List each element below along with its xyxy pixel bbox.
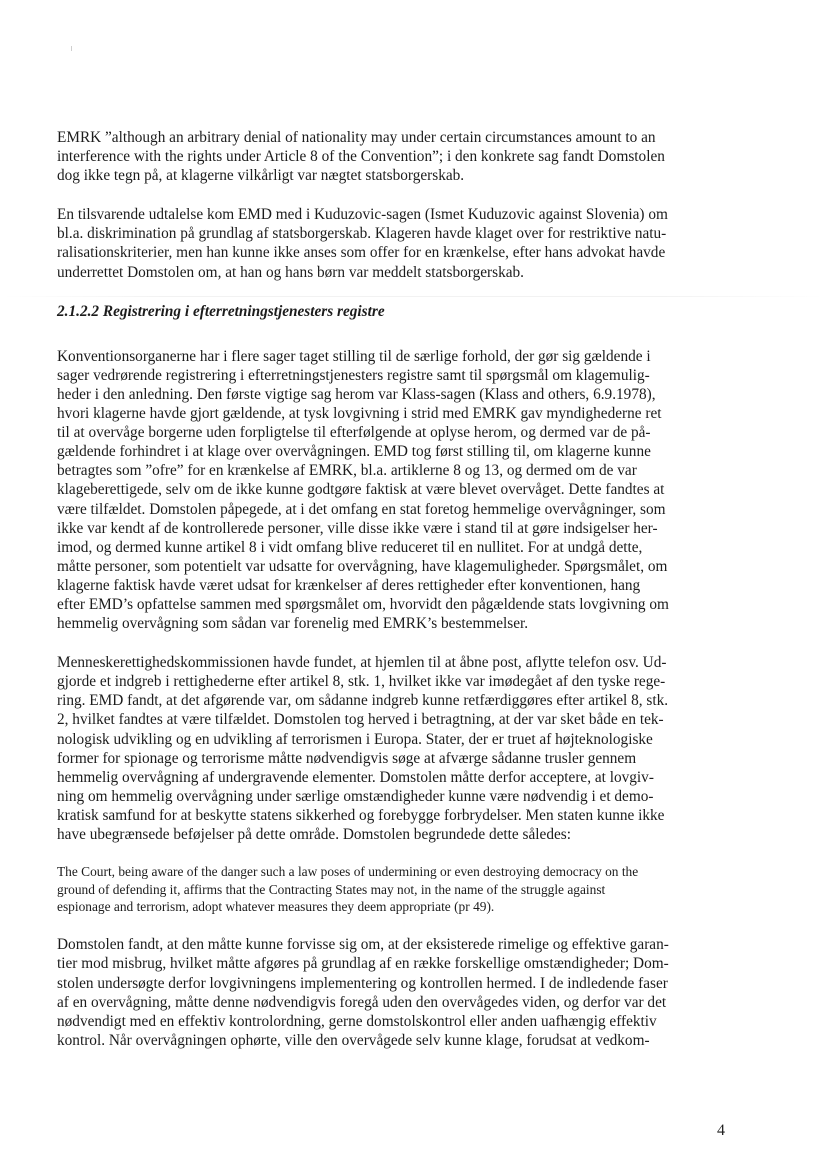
text-line: klageberettigede, selv om de ikke kunne godtgøre faktisk at være blevet overvåget. Dette fandtes at: [57, 481, 665, 499]
scan-artifact: [71, 46, 72, 51]
text-line: hemmelig overvågning af undergravende elementer. Domstolen måtte derfor acceptere, at lovgiv-: [57, 768, 654, 786]
quote-line: espionage and terrorism, adopt whatever measures they deem appropriate (pr 49).: [57, 898, 495, 914]
text-line: ring. EMD fandt, at det afgørende var, om sådanne indgreb kunne retfærdiggøres efter artikel 8, stk.: [57, 692, 669, 710]
text-line: Menneskerettighedskommissionen havde fundet, at hjemlen til at åbne post, aflytte telefon osv. Ud-: [57, 654, 667, 672]
text-line: En tilsvarende udtalelse kom EMD med i Kuduzovic-sagen (Ismet Kuduzovic against Slovenia) om: [57, 206, 668, 224]
court-quote: [57, 863, 733, 915]
text-line: underrettet Domstolen om, at han og hans børn var meddelt statsborgerskab.: [57, 263, 525, 281]
text-line: EMRK ”although an arbitrary denial of nationality may under certain circumstances amount to an: [57, 129, 656, 146]
intro-paragraph-2: [57, 205, 733, 281]
body-paragraph-1: [57, 347, 733, 633]
text-line: stolen undersøgte derfor lovgivningens implementering og kontrollen hermed. I de indledende faser: [57, 974, 668, 992]
text-line: gældende forhindret i at klage over overvågningen. EMD tog først stilling til, om klagerne kunne: [57, 443, 651, 461]
body-paragraph-2: [57, 653, 733, 844]
page-content: [57, 128, 733, 1050]
text-line: bl.a. diskrimination på grundlag af statsborgerskab. Klageren havde klaget over for restriktive natu-: [57, 225, 667, 243]
quote-line: ground of defending it, affirms that the Contracting States may not, in the name of the struggle against: [57, 881, 606, 897]
text-line: ning om hemmelig overvågning under særlige omstændigheder kunne være nødvendig i et demo-: [57, 787, 654, 805]
text-line: være tilfældet. Domstolen påpegede, at i det omfang en stat foretog hemmelige overvågninger, som: [57, 500, 666, 518]
text-line: heder i den anledning. Den første vigtige sag herom var Klass-sagen (Klass and others, 6.9.1978),: [57, 385, 656, 403]
text-line: til at overvåge borgerne uden forpligtelse til efterfølgende at oplyse herom, og dermed var de på-: [57, 424, 651, 442]
text-line: sager vedrørende registrering i efterretningstjenesters registre samt til spørgsmål om klagemulig-: [57, 366, 650, 384]
text-line: ralisationskriterier, men han kunne ikke anses som offer for en krænkelse, efter hans advokat havde: [57, 244, 666, 262]
quote-line: The Court, being aware of the danger such a law poses of undermining or even destroying democracy on the: [57, 864, 639, 880]
section-heading: 2.1.2.2 Registrering i efterretningstjenesters registre: [57, 302, 385, 320]
text-line: kratisk samfund for at beskytte statens sikkerhed og forebygge forbrydelser. Men staten kunne ikke: [57, 806, 665, 824]
text-line: Konventionsorganerne har i flere sager taget stilling til de særlige forhold, der gør sig gældende i: [57, 347, 651, 365]
text-line: nologisk udvikling og en udvikling af terrorismen i Europa. Stater, der er truet af højteknologiske: [57, 730, 653, 748]
text-line: betragtes som ”ofre” for en krænkelse af EMRK, bl.a. artiklerne 8 og 13, og dermed om de var: [57, 462, 637, 480]
text-line: af en overvågning, måtte denne nødvendigvis foregå uden den overvågedes viden, og derfor var det: [57, 993, 667, 1011]
text-line: nødvendigt med en effektiv kontrolordning, gerne domstolskontrol eller anden uafhængig effektiv: [57, 1012, 657, 1030]
text-line: have ubegrænsede beføjelser på dette område. Domstolen begrundede dette således:: [57, 826, 571, 843]
page-number: 4: [717, 1122, 725, 1139]
text-line: kontrol. Når overvågningen ophørte, ville den overvågede selv kunne klage, forudsat at vedkom-: [57, 1031, 650, 1049]
text-line: gjorde et indgreb i rettighederne efter artikel 8, stk. 1, hvilket ikke var imødegået af den tyske rege-: [57, 673, 666, 691]
text-line: måtte personer, som potentielt var udsatte for overvågning, have klagemuligheder. Spørgsmålet, om: [57, 557, 668, 575]
text-line: imod, og dermed kunne artikel 8 i vidt omfang blive reduceret til en nullitet. For at undgå dette,: [57, 538, 643, 556]
text-line: interference with the rights under Article 8 of the Convention”; i den konkrete sag fandt Domstolen: [57, 148, 665, 166]
text-line: ikke var kendt af de kontrollerede personer, ville disse ikke være i stand til at gøre indsigelser her-: [57, 519, 658, 537]
text-line: hemmelig overvågning som sådan var forenelig med EMRK’s bestemmelser.: [57, 615, 529, 633]
final-paragraph: [57, 935, 733, 1050]
text-line: efter EMD’s opfattelse sammen med spørgsmålet om, hvorvidt den pågældende stats lovgivning om: [57, 595, 669, 613]
text-line: tier mod misbrug, hvilket måtte afgøres på grundlag af en række forskellige omstændigheder; Dom-: [57, 955, 669, 973]
text-line: Domstolen fandt, at den måtte kunne forvisse sig om, at der eksisterede rimelige og effektive garan-: [57, 936, 669, 954]
text-line: 2, hvilket fandtes at være tilfældet. Domstolen tog herved i betragtning, at der var sket både en tek-: [57, 711, 664, 729]
text-line: hvori klagerne havde gjort gældende, at tysk lovgivning i strid med EMRK gav myndighederne ret: [57, 405, 662, 423]
text-line: former for spionage og terrorisme måtte nødvendigvis søge at afværge sådanne trusler gennem: [57, 749, 637, 767]
text-line: dog ikke tegn på, at klagerne vilkårligt var nægtet statsborgerskab.: [57, 167, 465, 185]
intro-paragraph-1: [57, 128, 733, 185]
text-line: klagerne faktisk havde været udsat for krænkelser af deres rettigheder efter konventionen, hang: [57, 576, 641, 594]
